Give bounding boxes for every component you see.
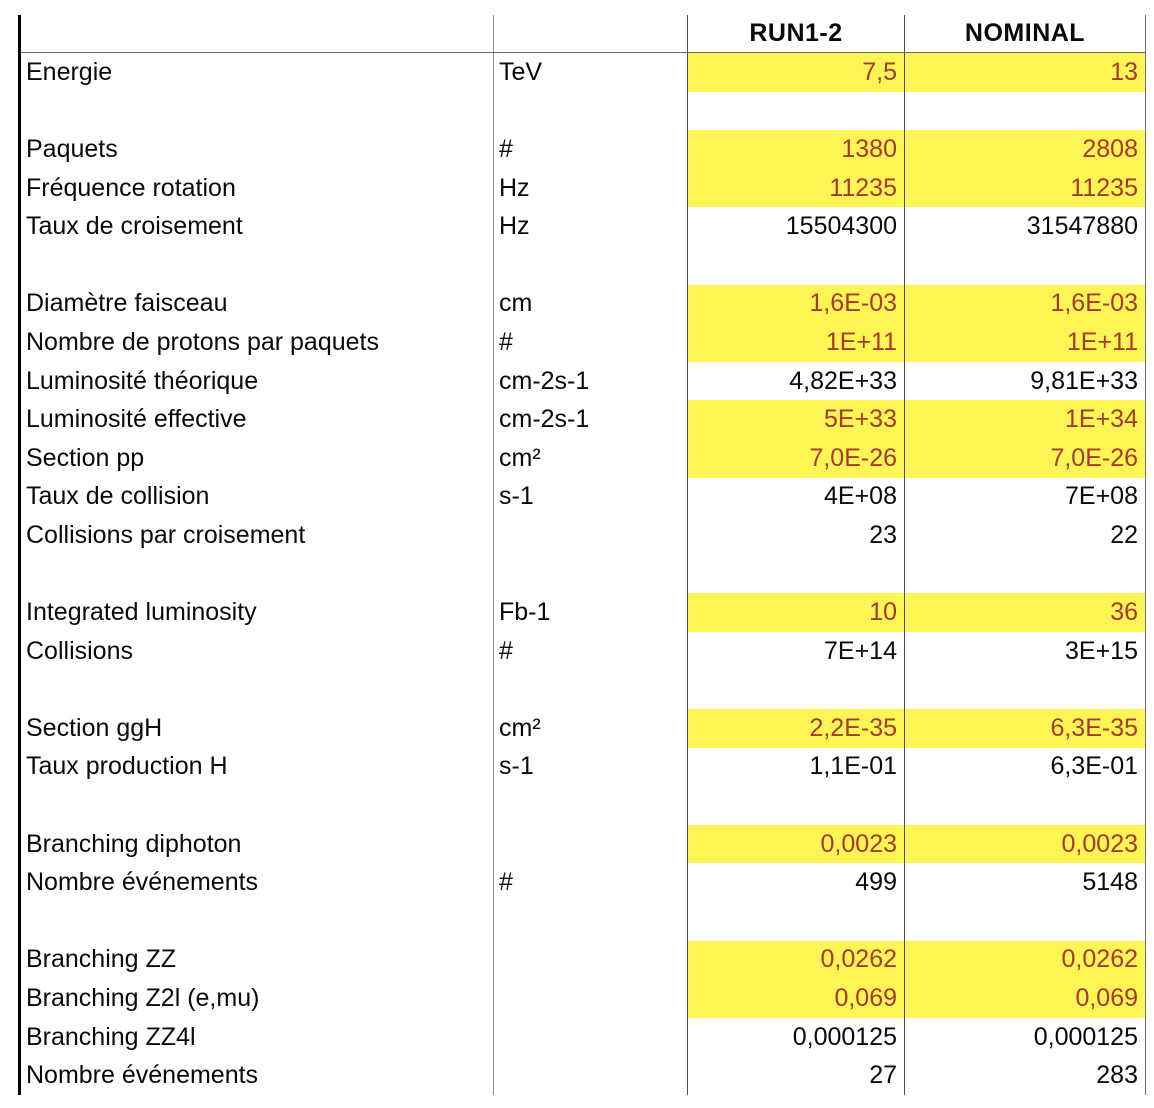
table-row [21, 323, 1146, 362]
run-value-cell[interactable]: 0,0023 [688, 825, 905, 864]
table-body [21, 53, 1146, 1095]
table-row [21, 400, 1146, 439]
param-cell[interactable]: Section pp [21, 439, 494, 478]
unit-cell[interactable]: Hz [494, 207, 688, 246]
run-value-cell[interactable]: 10 [688, 593, 905, 632]
table-row [21, 1056, 1146, 1095]
param-cell[interactable]: Taux de collision [21, 478, 494, 517]
nominal-value-cell[interactable]: 9,81E+33 [905, 362, 1146, 401]
run-value-cell[interactable]: 1E+11 [688, 323, 905, 362]
unit-cell[interactable]: # [494, 323, 688, 362]
unit-cell[interactable] [494, 979, 688, 1018]
unit-cell[interactable] [494, 902, 688, 941]
unit-cell[interactable]: cm² [494, 709, 688, 748]
param-cell[interactable]: Collisions [21, 632, 494, 671]
unit-cell[interactable] [494, 786, 688, 825]
run-value-cell[interactable]: 499 [688, 863, 905, 902]
nominal-value-cell[interactable]: 0,0262 [905, 941, 1146, 980]
param-cell[interactable]: Taux production H [21, 748, 494, 787]
table-row [21, 748, 1146, 787]
param-cell[interactable] [21, 902, 494, 941]
nominal-column-header[interactable]: NOMINAL [905, 15, 1146, 52]
unit-cell[interactable]: # [494, 863, 688, 902]
table-row [21, 941, 1146, 980]
nominal-value-cell[interactable] [905, 92, 1146, 131]
table-row [21, 1018, 1146, 1057]
table-row [21, 478, 1146, 517]
unit-cell[interactable]: # [494, 632, 688, 671]
nominal-value-cell[interactable]: 36 [905, 593, 1146, 632]
unit-cell[interactable] [494, 92, 688, 131]
nominal-value-cell[interactable]: 7,0E-26 [905, 439, 1146, 478]
unit-cell[interactable] [494, 555, 688, 594]
run-value-cell[interactable]: 27 [688, 1056, 905, 1095]
table-row [21, 439, 1146, 478]
empty-row [21, 555, 1146, 594]
run-value-cell[interactable]: 7E+14 [688, 632, 905, 671]
run-value-cell[interactable]: 0,000125 [688, 1018, 905, 1057]
unit-cell[interactable] [494, 941, 688, 980]
nominal-value-cell[interactable]: 13 [905, 53, 1146, 92]
param-header-cell[interactable] [21, 15, 494, 52]
nominal-value-cell[interactable]: 0,069 [905, 979, 1146, 1018]
param-cell[interactable]: Collisions par croisement [21, 516, 494, 555]
run-value-cell[interactable]: 1,1E-01 [688, 748, 905, 787]
param-cell[interactable] [21, 671, 494, 710]
table-row [21, 516, 1146, 555]
unit-cell[interactable]: s-1 [494, 478, 688, 517]
nominal-value-cell[interactable] [905, 786, 1146, 825]
nominal-value-cell[interactable] [905, 555, 1146, 594]
run-value-cell[interactable]: 11235 [688, 169, 905, 208]
nominal-value-cell[interactable]: 6,3E-01 [905, 748, 1146, 787]
unit-cell[interactable]: s-1 [494, 748, 688, 787]
parameters-table [18, 15, 1146, 1095]
table-row [21, 53, 1146, 92]
empty-row [21, 92, 1146, 131]
param-cell[interactable]: Fréquence rotation [21, 169, 494, 208]
unit-header-cell[interactable] [494, 15, 688, 52]
param-cell[interactable] [21, 786, 494, 825]
nominal-value-cell[interactable]: 6,3E-35 [905, 709, 1146, 748]
nominal-value-cell[interactable]: 31547880 [905, 207, 1146, 246]
run-value-cell[interactable] [688, 555, 905, 594]
param-cell[interactable] [21, 246, 494, 285]
unit-cell[interactable]: TeV [494, 53, 688, 92]
nominal-value-cell[interactable] [905, 246, 1146, 285]
run-value-cell[interactable]: 5E+33 [688, 400, 905, 439]
unit-cell[interactable]: cm² [494, 439, 688, 478]
param-cell[interactable]: Branching ZZ [21, 941, 494, 980]
empty-row [21, 902, 1146, 941]
table-row [21, 632, 1146, 671]
empty-row [21, 246, 1146, 285]
param-cell[interactable]: Paquets [21, 130, 494, 169]
nominal-value-cell[interactable]: 1,6E-03 [905, 285, 1146, 324]
unit-cell[interactable] [494, 246, 688, 285]
run-value-cell[interactable]: 23 [688, 516, 905, 555]
table-row [21, 285, 1146, 324]
param-cell[interactable]: Branching Z2l (e,mu) [21, 979, 494, 1018]
param-cell[interactable]: Nombre de protons par paquets [21, 323, 494, 362]
param-cell[interactable]: Branching diphoton [21, 825, 494, 864]
run-value-cell[interactable]: 7,0E-26 [688, 439, 905, 478]
header-row [21, 15, 1146, 53]
nominal-value-cell[interactable]: 0,0023 [905, 825, 1146, 864]
unit-cell[interactable] [494, 825, 688, 864]
unit-cell[interactable]: cm [494, 285, 688, 324]
table-row [21, 169, 1146, 208]
nominal-value-cell[interactable]: 7E+08 [905, 478, 1146, 517]
nominal-value-cell[interactable]: 5148 [905, 863, 1146, 902]
param-cell[interactable] [21, 555, 494, 594]
run-value-cell[interactable]: 1,6E-03 [688, 285, 905, 324]
nominal-value-cell[interactable]: 11235 [905, 169, 1146, 208]
param-cell[interactable]: Branching ZZ4l [21, 1018, 494, 1057]
param-cell[interactable]: Energie [21, 53, 494, 92]
table-row [21, 863, 1146, 902]
nominal-value-cell[interactable]: 0,000125 [905, 1018, 1146, 1057]
nominal-value-cell[interactable]: 1E+34 [905, 400, 1146, 439]
unit-cell[interactable] [494, 1056, 688, 1095]
run-value-cell[interactable] [688, 671, 905, 710]
param-cell[interactable]: Nombre événements [21, 1056, 494, 1095]
unit-cell[interactable]: # [494, 130, 688, 169]
unit-cell[interactable] [494, 671, 688, 710]
param-cell[interactable]: Luminosité théorique [21, 362, 494, 401]
nominal-value-cell[interactable]: 22 [905, 516, 1146, 555]
nominal-value-cell[interactable]: 2808 [905, 130, 1146, 169]
param-cell[interactable]: Integrated luminosity [21, 593, 494, 632]
nominal-value-cell[interactable]: 1E+11 [905, 323, 1146, 362]
table-row [21, 709, 1146, 748]
run-value-cell[interactable]: 4E+08 [688, 478, 905, 517]
nominal-value-cell[interactable]: 283 [905, 1056, 1146, 1095]
nominal-value-cell[interactable] [905, 671, 1146, 710]
run-value-cell[interactable] [688, 246, 905, 285]
nominal-value-cell[interactable] [905, 902, 1146, 941]
table-row [21, 979, 1146, 1018]
unit-cell[interactable]: cm-2s-1 [494, 400, 688, 439]
table-row [21, 207, 1146, 246]
run-value-cell[interactable] [688, 786, 905, 825]
table-row [21, 825, 1146, 864]
param-cell[interactable]: Section ggH [21, 709, 494, 748]
run-value-cell[interactable]: 1380 [688, 130, 905, 169]
param-cell[interactable] [21, 92, 494, 131]
run-value-cell[interactable]: 2,2E-35 [688, 709, 905, 748]
run-value-cell[interactable]: 15504300 [688, 207, 905, 246]
run-value-cell[interactable]: 0,069 [688, 979, 905, 1018]
table-row [21, 130, 1146, 169]
empty-row [21, 671, 1146, 710]
run-value-cell[interactable]: 4,82E+33 [688, 362, 905, 401]
unit-cell[interactable] [494, 1018, 688, 1057]
unit-cell[interactable]: cm-2s-1 [494, 362, 688, 401]
unit-cell[interactable] [494, 516, 688, 555]
empty-row [21, 786, 1146, 825]
param-cell[interactable]: Diamètre faisceau [21, 285, 494, 324]
unit-cell[interactable]: Hz [494, 169, 688, 208]
param-cell[interactable]: Nombre événements [21, 863, 494, 902]
unit-cell[interactable]: Fb-1 [494, 593, 688, 632]
run-column-header[interactable]: RUN1-2 [688, 15, 905, 52]
run-value-cell[interactable] [688, 902, 905, 941]
param-cell[interactable]: Taux de croisement [21, 207, 494, 246]
run-value-cell[interactable]: 0,0262 [688, 941, 905, 980]
table-row [21, 593, 1146, 632]
run-value-cell[interactable] [688, 92, 905, 131]
table-row [21, 362, 1146, 401]
nominal-value-cell[interactable]: 3E+15 [905, 632, 1146, 671]
run-value-cell[interactable]: 7,5 [688, 53, 905, 92]
param-cell[interactable]: Luminosité effective [21, 400, 494, 439]
